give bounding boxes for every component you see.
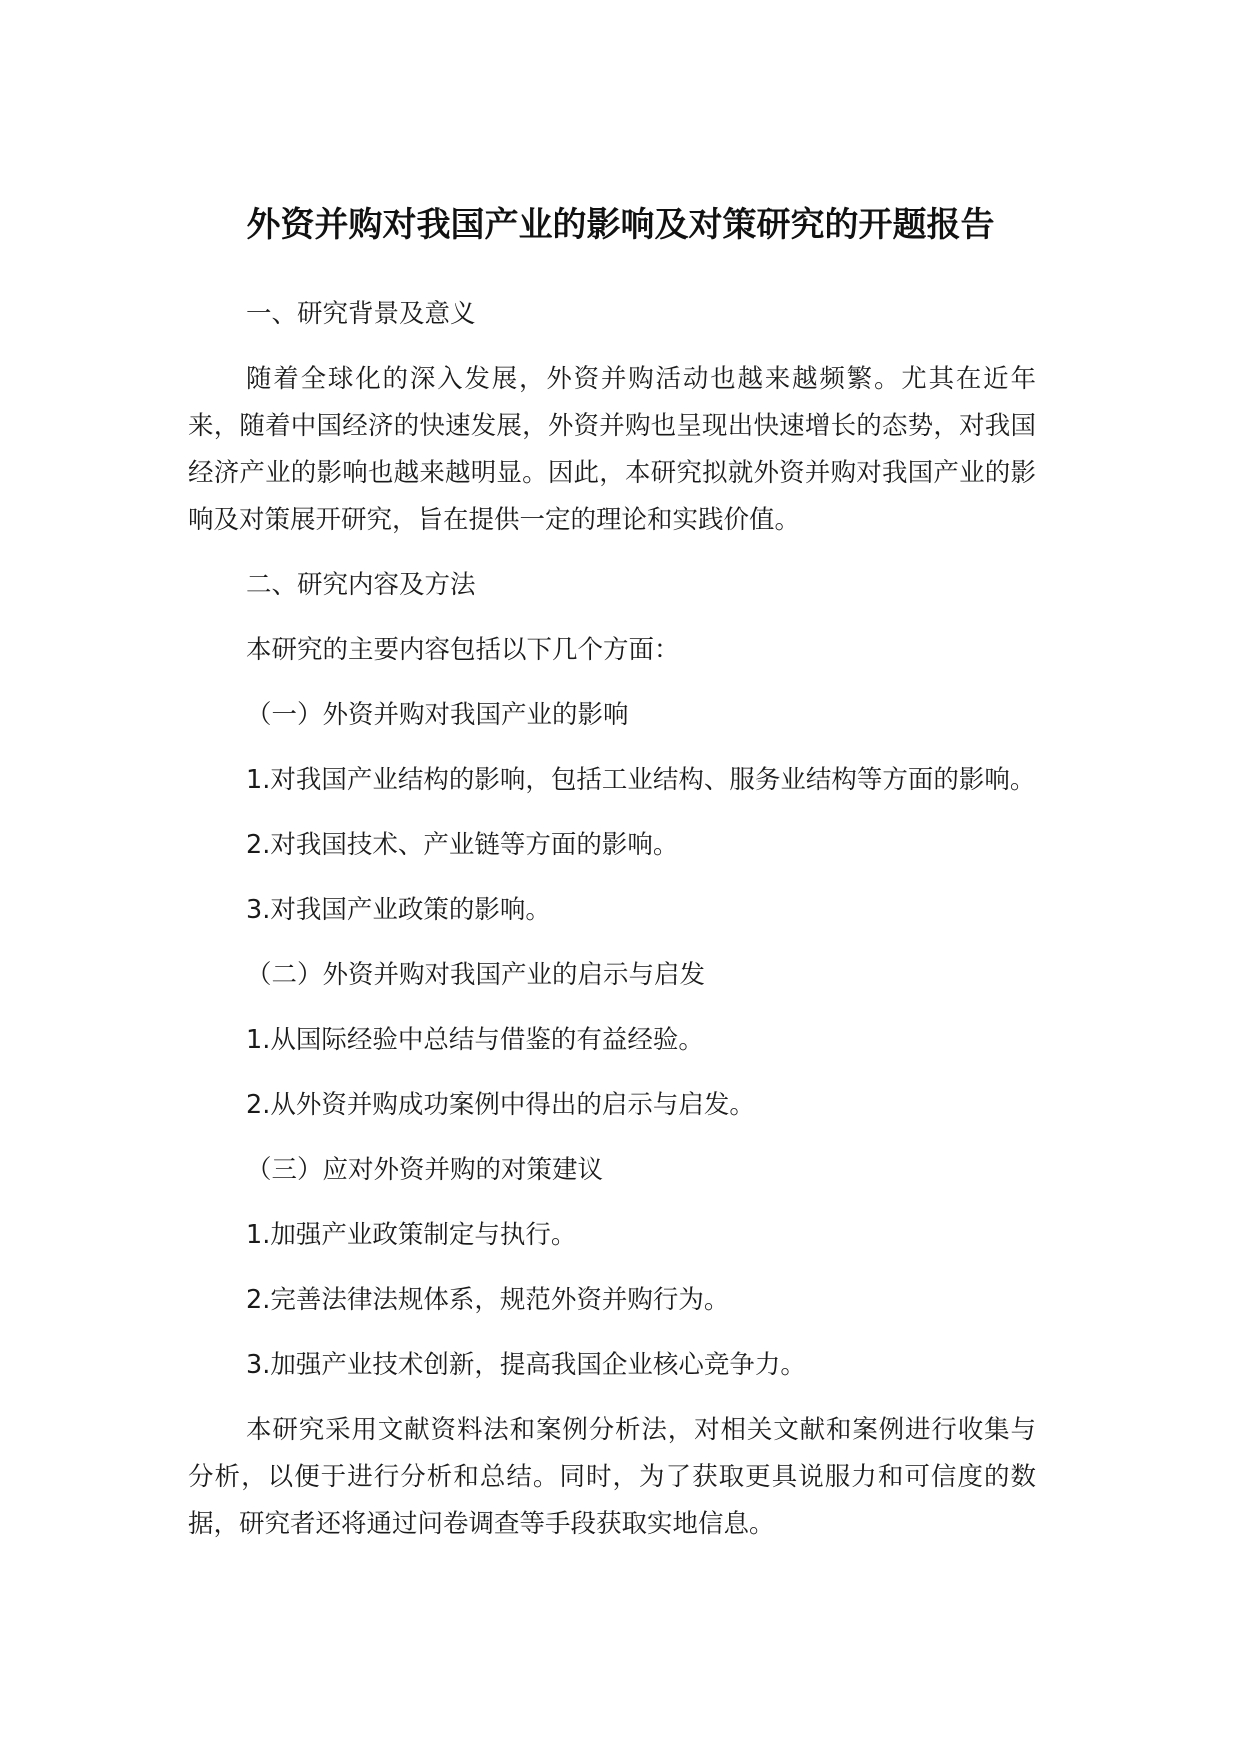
list-item: 1.加强产业政策制定与执行。: [246, 1220, 577, 1250]
list-item: 2.从外资并购成功案例中得出的启示与启发。: [246, 1090, 755, 1120]
list-item: 1.对我国产业结构的影响，包括工业结构、服务业结构等方面的影响。: [246, 765, 1036, 795]
methods-paragraph: 本研究采用文献资料法和案例分析法，对相关文献和案例进行收集与分析，以便于进行分析和总结。同时，为了获取更具说服力和可信度的数据，研究者还将通过问卷调查等手段获取实地信息。: [188, 1415, 1036, 1539]
document-title: 外资并购对我国产业的影响及对策研究的开题报告: [246, 204, 995, 245]
document-body: [188, 291, 1036, 1566]
subsection-heading-2: （二）外资并购对我国产业的启示与启发: [246, 960, 706, 990]
subsection-heading-3: （三）应对外资并购的对策建议: [246, 1155, 604, 1185]
list-item: 2.完善法律法规体系，规范外资并购行为。: [246, 1285, 730, 1315]
list-item: 2.对我国技术、产业链等方面的影响。: [246, 830, 679, 860]
list-item: 3.加强产业技术创新，提高我国企业核心竞争力。: [246, 1350, 806, 1380]
section-heading-background: 一、研究背景及意义: [246, 299, 476, 329]
content-intro-paragraph: 本研究的主要内容包括以下几个方面：: [246, 635, 680, 665]
subsection-heading-1: （一）外资并购对我国产业的影响: [246, 700, 629, 730]
background-paragraph: 随着全球化的深入发展，外资并购活动也越来越频繁。尤其在近年来，随着中国经济的快速发展，外资并购也呈现出快速增长的态势，对我国经济产业的影响也越来越明显。因此，本研究拟就外资并购对我国产业的影响及对策展开研究，旨在提供一定的理论和实践价值。: [188, 364, 1036, 535]
list-item: 3.对我国产业政策的影响。: [246, 895, 551, 925]
list-item: 1.从国际经验中总结与借鉴的有益经验。: [246, 1025, 704, 1055]
section-heading-content-methods: 二、研究内容及方法: [246, 570, 476, 600]
